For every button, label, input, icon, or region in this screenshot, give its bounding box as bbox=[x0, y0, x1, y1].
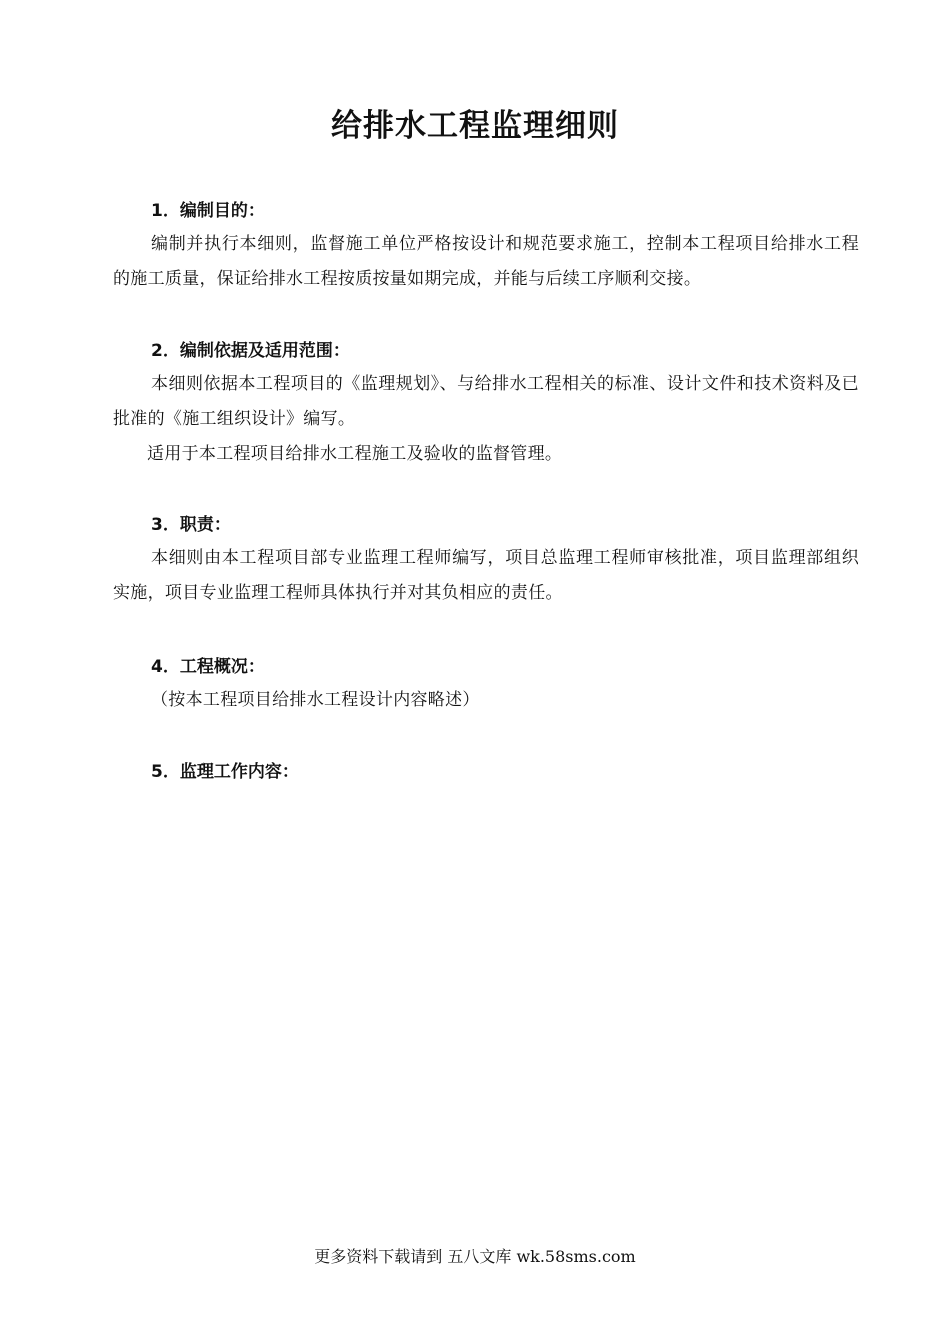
section-paragraph: 本细则依据本工程项目的《监理规划》、与给排水工程相关的标准、设计文件和技术资料及已批准的《施工组织设计》编写。 bbox=[113, 374, 859, 429]
section-heading: 4．工程概况： bbox=[151, 657, 265, 677]
section-paragraph: 编制并执行本细则，监督施工单位严格按设计和规范要求施工，控制本工程项目给排水工程的施工质量，保证给排水工程按质按量如期完成，并能与后续工序顺利交接。 bbox=[113, 234, 859, 289]
section-responsibility bbox=[113, 512, 859, 611]
section-paragraph: 本细则由本工程项目部专业监理工程师编写，项目总监理工程师审核批准，项目监理部组织实施，项目专业监理工程师具体执行并对其负相应的责任。 bbox=[113, 548, 859, 603]
document-title: 给排水工程监理细则 bbox=[331, 108, 619, 144]
section-heading: 2．编制依据及适用范围： bbox=[151, 341, 350, 361]
section-overview bbox=[113, 654, 859, 718]
section-heading: 5．监理工作内容： bbox=[151, 762, 299, 782]
section-heading: 1．编制目的： bbox=[151, 201, 265, 221]
section-work-content bbox=[113, 759, 859, 785]
section-paragraph: 适用于本工程项目给排水工程施工及验收的监督管理。 bbox=[147, 444, 563, 464]
section-purpose bbox=[113, 198, 859, 297]
section-basis-scope bbox=[113, 338, 859, 472]
section-heading: 3．职责： bbox=[151, 515, 231, 535]
footer-text: 更多资料下载请到 五八文库 wk.58sms.com bbox=[314, 1247, 636, 1266]
section-paragraph: （按本工程项目给排水工程设计内容略述） bbox=[151, 690, 480, 710]
